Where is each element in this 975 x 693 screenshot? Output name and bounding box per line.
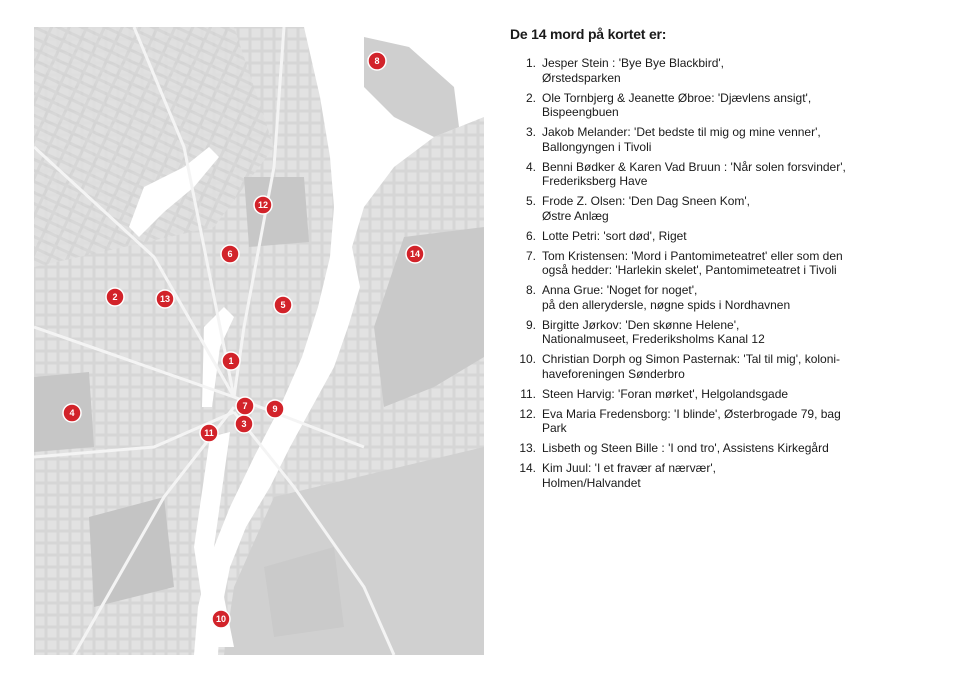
- legend-item-number: 8.: [525, 283, 536, 297]
- legend-item-number: 3.: [525, 125, 536, 139]
- svg-text:9: 9: [272, 404, 278, 414]
- legend-item-text: Tom Kristensen: 'Mord i Pantomimeteatret' eller som den: [542, 248, 843, 263]
- legend-item-subtext: Park: [542, 421, 567, 435]
- legend-item-text: Lotte Petri: 'sort død', Riget: [542, 228, 687, 243]
- legend-item-number: 6.: [525, 228, 536, 243]
- legend-item-text: Jakob Melander: 'Det bedste til mig og mine venner',: [542, 125, 821, 139]
- legend-item: [510, 160, 950, 189]
- svg-text:3: 3: [241, 419, 247, 429]
- legend-item: [510, 318, 950, 347]
- legend-title: De 14 mord på kortet er:: [510, 26, 667, 42]
- legend-item-number: 2.: [525, 90, 536, 105]
- legend-item-text: Kim Juul: 'I et fravær af nærvær',: [542, 461, 716, 475]
- city-map: [34, 27, 484, 655]
- marker-9[interactable]: [266, 400, 284, 418]
- legend-item-number: 4.: [525, 159, 536, 174]
- marker-12[interactable]: [254, 196, 272, 214]
- legend-item-text: Anna Grue: 'Noget for noget',: [542, 283, 698, 297]
- legend-item-text: Christian Dorph og Simon Pasternak: 'Tal til mig', koloni-: [542, 352, 841, 366]
- marker-4[interactable]: [63, 404, 81, 422]
- legend-item: [510, 387, 950, 402]
- legend-item-number: 7.: [525, 248, 536, 263]
- legend-item-subtext: Ørstedsparken: [542, 70, 621, 85]
- svg-text:5: 5: [280, 300, 286, 310]
- legend-item-text: Steen Harvig: 'Foran mørket', Helgolandsgade: [542, 386, 789, 401]
- svg-text:2: 2: [112, 292, 118, 302]
- legend-list: [510, 56, 950, 490]
- legend-item: [510, 125, 950, 154]
- svg-text:8: 8: [374, 56, 380, 66]
- legend-item-subtext: Bispeengbuen: [542, 105, 619, 119]
- legend-item-text: Frode Z. Olsen: 'Den Dag Sneen Kom',: [542, 194, 751, 208]
- legend-item: [510, 91, 950, 120]
- legend-item-subtext: Nationalmuseet, Frederiksholms Kanal 12: [542, 332, 765, 346]
- legend-item: [510, 229, 950, 244]
- legend-item: [510, 249, 950, 278]
- legend-item-number: 5.: [525, 194, 536, 208]
- legend-item-text: Eva Maria Fredensborg: 'I blinde', Østerbrogade 79, bag: [542, 406, 841, 421]
- legend-item-number: 12.: [519, 406, 536, 421]
- legend-item-number: 14.: [519, 461, 536, 475]
- legend-item-subtext: på den allerydersle, nøgne spids i Nordhavnen: [542, 297, 791, 312]
- marker-2[interactable]: [106, 288, 124, 306]
- svg-text:12: 12: [257, 200, 269, 210]
- legend-item-number: 10.: [519, 352, 536, 366]
- legend-item-text: Ole Tornbjerg & Jeanette Øbroe: 'Djævlens ansigt',: [542, 90, 812, 105]
- park-faelledparken: [244, 177, 309, 247]
- marker-6[interactable]: [221, 245, 239, 263]
- legend-item-subtext: haveforeningen Sønderbro: [542, 366, 685, 381]
- svg-text:11: 11: [204, 428, 214, 438]
- legend-item: [510, 352, 950, 381]
- legend-item-subtext: også hedder: 'Harlekin skelet', Pantomimeteatret i Tivoli: [542, 263, 837, 277]
- legend-item: [510, 194, 950, 223]
- legend-item-number: 13.: [519, 441, 536, 455]
- legend-item-number: 9.: [525, 317, 536, 332]
- marker-10[interactable]: [212, 610, 230, 628]
- marker-11[interactable]: [200, 424, 218, 442]
- legend-item-subtext: Holmen/Halvandet: [542, 475, 641, 490]
- legend-item-number: 11.: [520, 386, 536, 401]
- svg-text:10: 10: [215, 614, 227, 624]
- svg-text:4: 4: [69, 408, 75, 418]
- legend-item: [510, 56, 950, 85]
- legend-item: [510, 441, 950, 456]
- svg-text:6: 6: [227, 249, 233, 259]
- svg-text:13: 13: [159, 294, 171, 304]
- svg-text:7: 7: [242, 401, 248, 411]
- legend-item: [510, 407, 950, 436]
- legend-item-subtext: Frederiksberg Have: [542, 174, 648, 188]
- marker-7[interactable]: [236, 397, 254, 415]
- legend-item: [510, 461, 950, 490]
- legend-item-text: Lisbeth og Steen Bille : 'I ond tro', Assistens Kirkegård: [542, 441, 829, 455]
- marker-3[interactable]: [235, 415, 253, 433]
- svg-text:14: 14: [409, 249, 421, 259]
- marker-5[interactable]: [274, 296, 292, 314]
- legend-item-number: 1.: [525, 56, 536, 70]
- legend-item-text: Benni Bødker & Karen Vad Bruun : 'Når solen forsvinder',: [542, 159, 846, 174]
- legend-item-subtext: Ballongyngen i Tivoli: [542, 139, 652, 154]
- svg-text:1: 1: [228, 356, 234, 366]
- marker-14[interactable]: [406, 245, 424, 263]
- legend-item-subtext: Østre Anlæg: [542, 208, 609, 223]
- legend-item-text: Jesper Stein : 'Bye Bye Blackbird',: [542, 56, 724, 70]
- marker-1[interactable]: [222, 352, 240, 370]
- legend-item: [510, 283, 950, 312]
- marker-8[interactable]: [368, 52, 386, 70]
- marker-13[interactable]: [156, 290, 174, 308]
- murder-legend: [510, 26, 950, 496]
- legend-item-text: Birgitte Jørkov: 'Den skønne Helene',: [542, 317, 740, 332]
